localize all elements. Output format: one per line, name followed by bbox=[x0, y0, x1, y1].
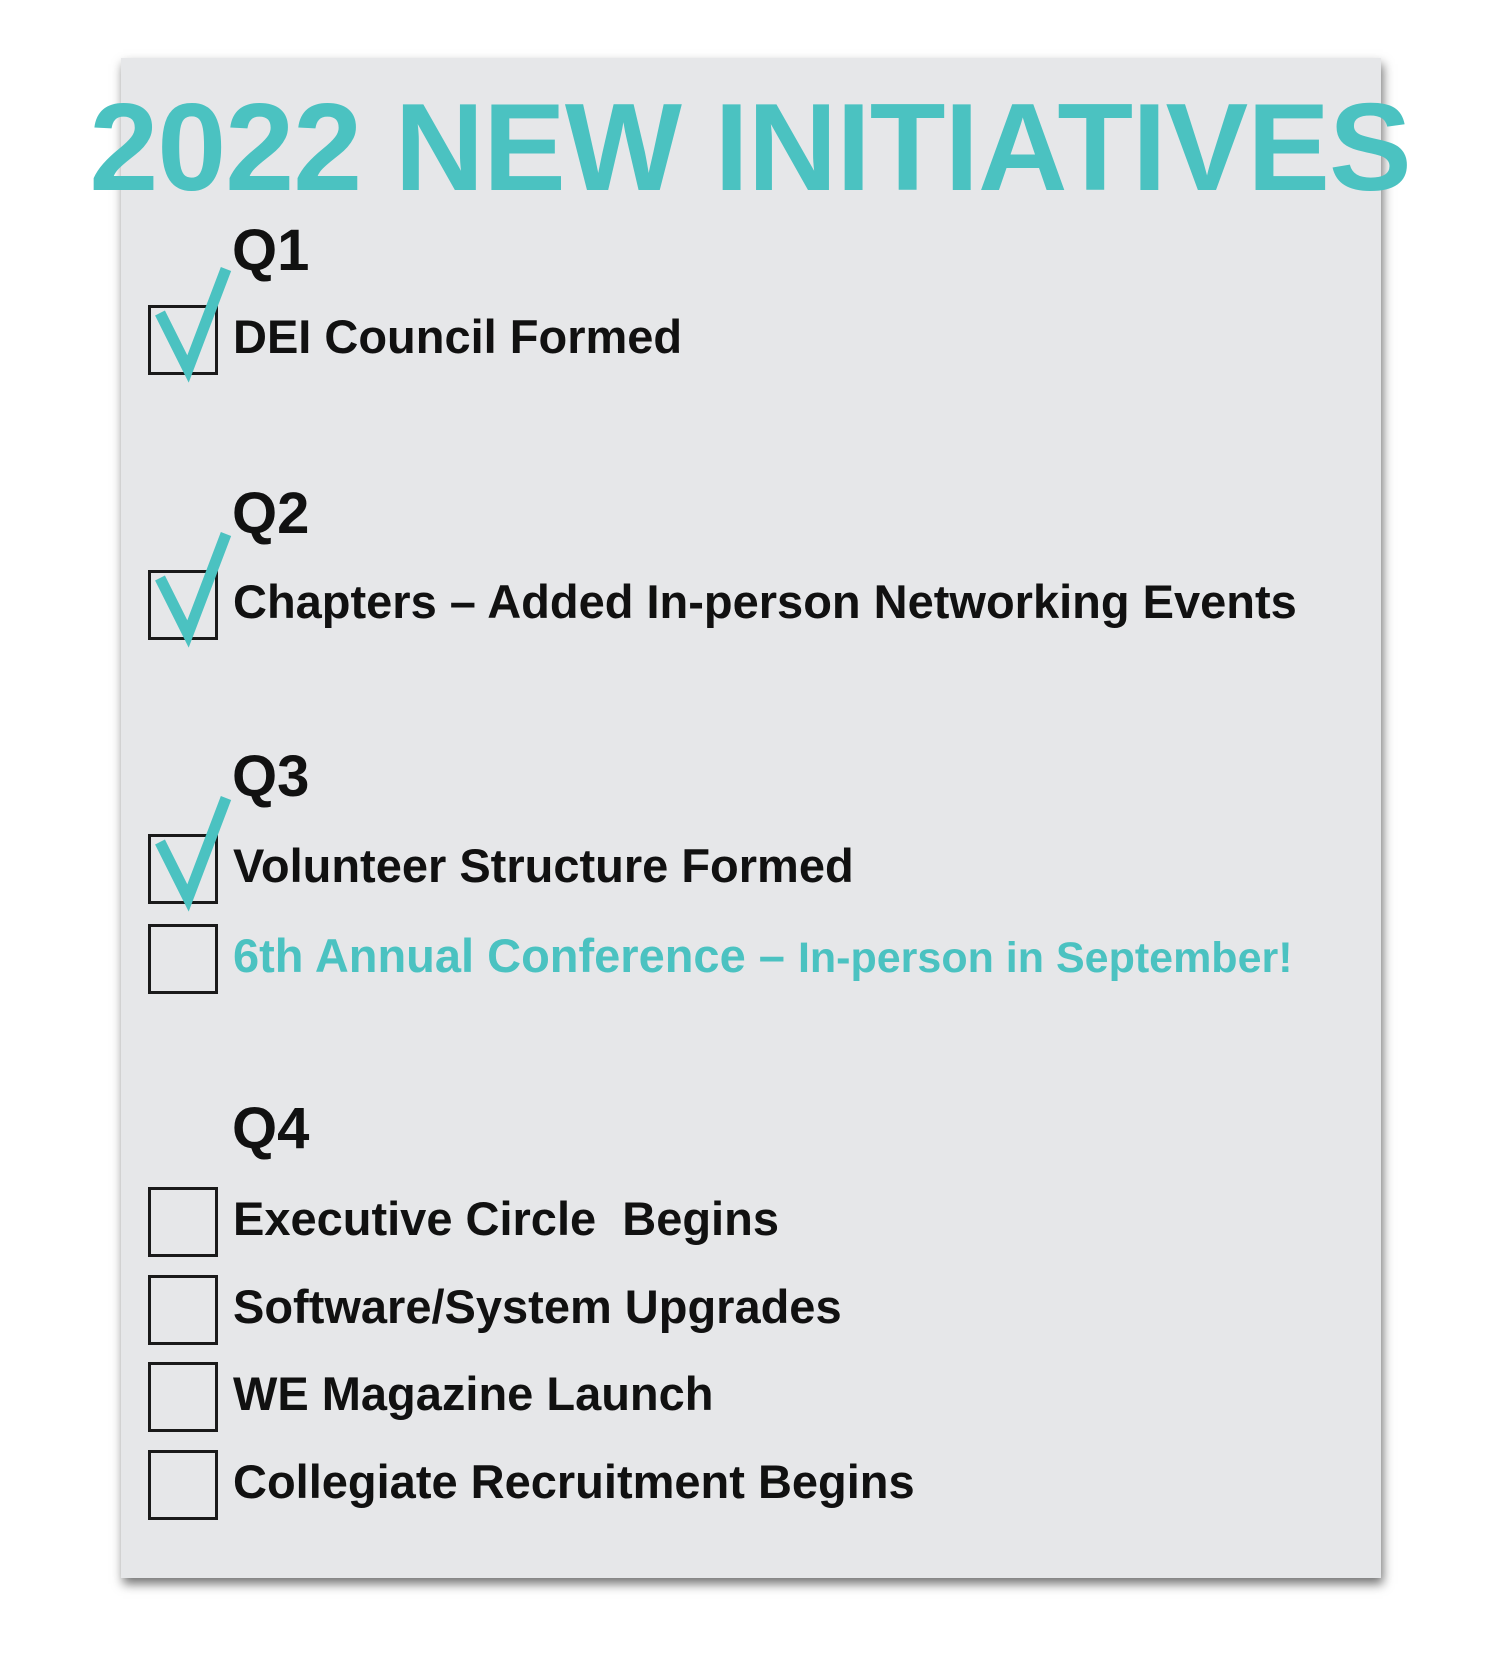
initiatives-card bbox=[121, 58, 1381, 1578]
checkbox[interactable] bbox=[148, 1187, 218, 1257]
item-label: Volunteer Structure Formed bbox=[233, 839, 854, 892]
item-label: DEI Council Formed bbox=[233, 310, 683, 363]
item-label: WE Magazine Launch bbox=[233, 1367, 714, 1420]
checkbox[interactable] bbox=[148, 924, 218, 994]
item-label: Chapters – Added In-person Networking Events bbox=[233, 575, 1297, 628]
item-label-sub: In-person in September! bbox=[797, 934, 1293, 982]
quarter-heading-q2: Q2 bbox=[232, 481, 310, 546]
item-label: Collegiate Recruitment Begins bbox=[233, 1455, 915, 1508]
checkbox[interactable] bbox=[148, 1275, 218, 1345]
checkbox[interactable] bbox=[148, 1450, 218, 1520]
quarter-heading-q1: Q1 bbox=[232, 218, 310, 283]
item-label: Executive Circle Begins bbox=[233, 1192, 779, 1245]
checkbox[interactable] bbox=[148, 1362, 218, 1432]
item-label-highlight bbox=[233, 929, 1293, 982]
checkmark-icon bbox=[154, 530, 234, 640]
page-title: 2022 NEW INITIATIVES bbox=[89, 79, 1411, 217]
item-label: Software/System Upgrades bbox=[233, 1280, 842, 1333]
quarter-heading-q3: Q3 bbox=[232, 744, 310, 809]
quarter-heading-q4: Q4 bbox=[232, 1096, 310, 1161]
item-label-main: 6th Annual Conference – bbox=[233, 929, 798, 982]
checkmark-icon bbox=[154, 794, 234, 904]
checkmark-icon bbox=[154, 265, 234, 375]
